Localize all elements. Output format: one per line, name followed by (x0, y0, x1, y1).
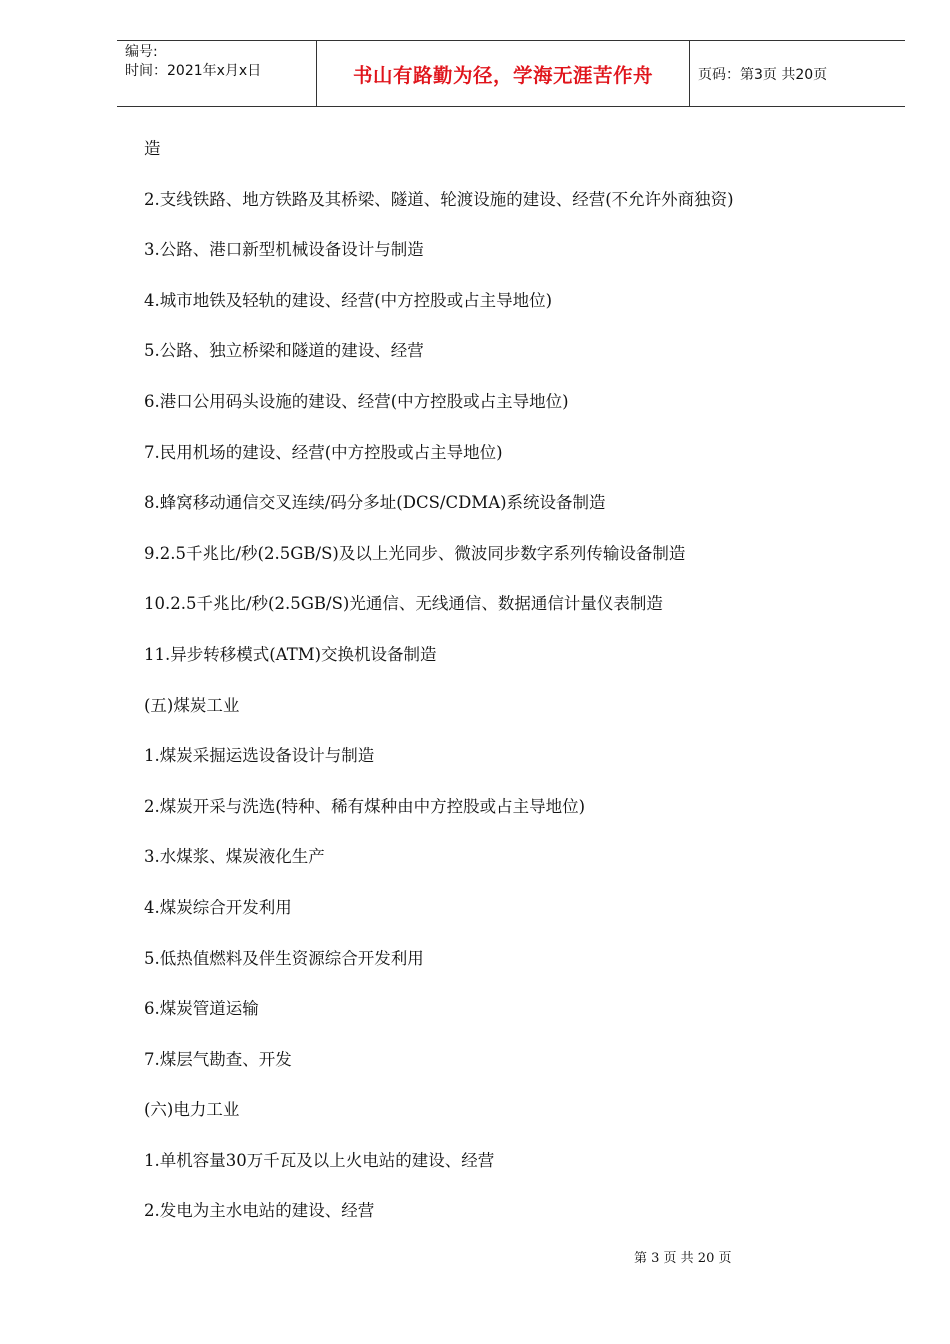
body-line: 4.煤炭综合开发利用 (144, 897, 292, 917)
body-line: 7.民用机场的建设、经营(中方控股或占主导地位) (144, 442, 503, 462)
body-line: 9.2.5千兆比/秒(2.5GB/S)及以上光同步、微波同步数字系列传输设备制造 (144, 543, 686, 563)
header-page-info: 页码：第3页 共20页 (698, 66, 828, 83)
body-line: 8.蜂窝移动通信交叉连续/码分多址(DCS/CDMA)系统设备制造 (144, 493, 606, 513)
body-line: 6.煤炭管道运输 (144, 999, 259, 1019)
section-heading: (六)电力工业 (144, 1100, 240, 1120)
body-line: 3.水煤浆、煤炭液化生产 (144, 847, 325, 867)
time-label: 时间：2021年x月x日 (125, 63, 262, 79)
body-line: 2.支线铁路、地方铁路及其桥梁、隧道、轮渡设施的建设、经营(不允许外商独资) (144, 189, 734, 209)
section-heading: (五)煤炭工业 (144, 695, 240, 715)
body-line: 2.煤炭开采与洗选(特种、稀有煤种由中方控股或占主导地位) (144, 796, 586, 816)
body-line: 1.单机容量30万千瓦及以上火电站的建设、经营 (144, 1150, 495, 1170)
body-line: 11.异步转移模式(ATM)交换机设备制造 (144, 644, 437, 664)
body-line: 造 (144, 139, 161, 158)
header-motto: 书山有路勤为径，学海无涯苦作舟 (352, 63, 653, 87)
header-meta (125, 43, 315, 81)
body-line: 5.低热值燃料及伴生资源综合开发利用 (144, 948, 424, 968)
body-line: 3.公路、港口新型机械设备设计与制造 (144, 240, 424, 260)
document-body (144, 135, 884, 1248)
header-divider (689, 41, 690, 106)
footer-page-number: 第 3 页 共 20 页 (634, 1251, 732, 1266)
body-line: 4.城市地铁及轻轨的建设、经营(中方控股或占主导地位) (144, 290, 553, 310)
body-line: 1.煤炭采掘运选设备设计与制造 (144, 746, 375, 766)
body-line: 5.公路、独立桥梁和隧道的建设、经营 (144, 341, 424, 361)
body-line: 7.煤层气勘查、开发 (144, 1049, 292, 1069)
document-header (117, 40, 905, 107)
body-line: 10.2.5千兆比/秒(2.5GB/S)光通信、无线通信、数据通信计量仪表制造 (144, 594, 663, 614)
serial-number-label: 编号: (125, 44, 158, 60)
body-line: 2.发电为主水电站的建设、经营 (144, 1201, 375, 1221)
body-line: 6.港口公用码头设施的建设、经营(中方控股或占主导地位) (144, 391, 569, 411)
